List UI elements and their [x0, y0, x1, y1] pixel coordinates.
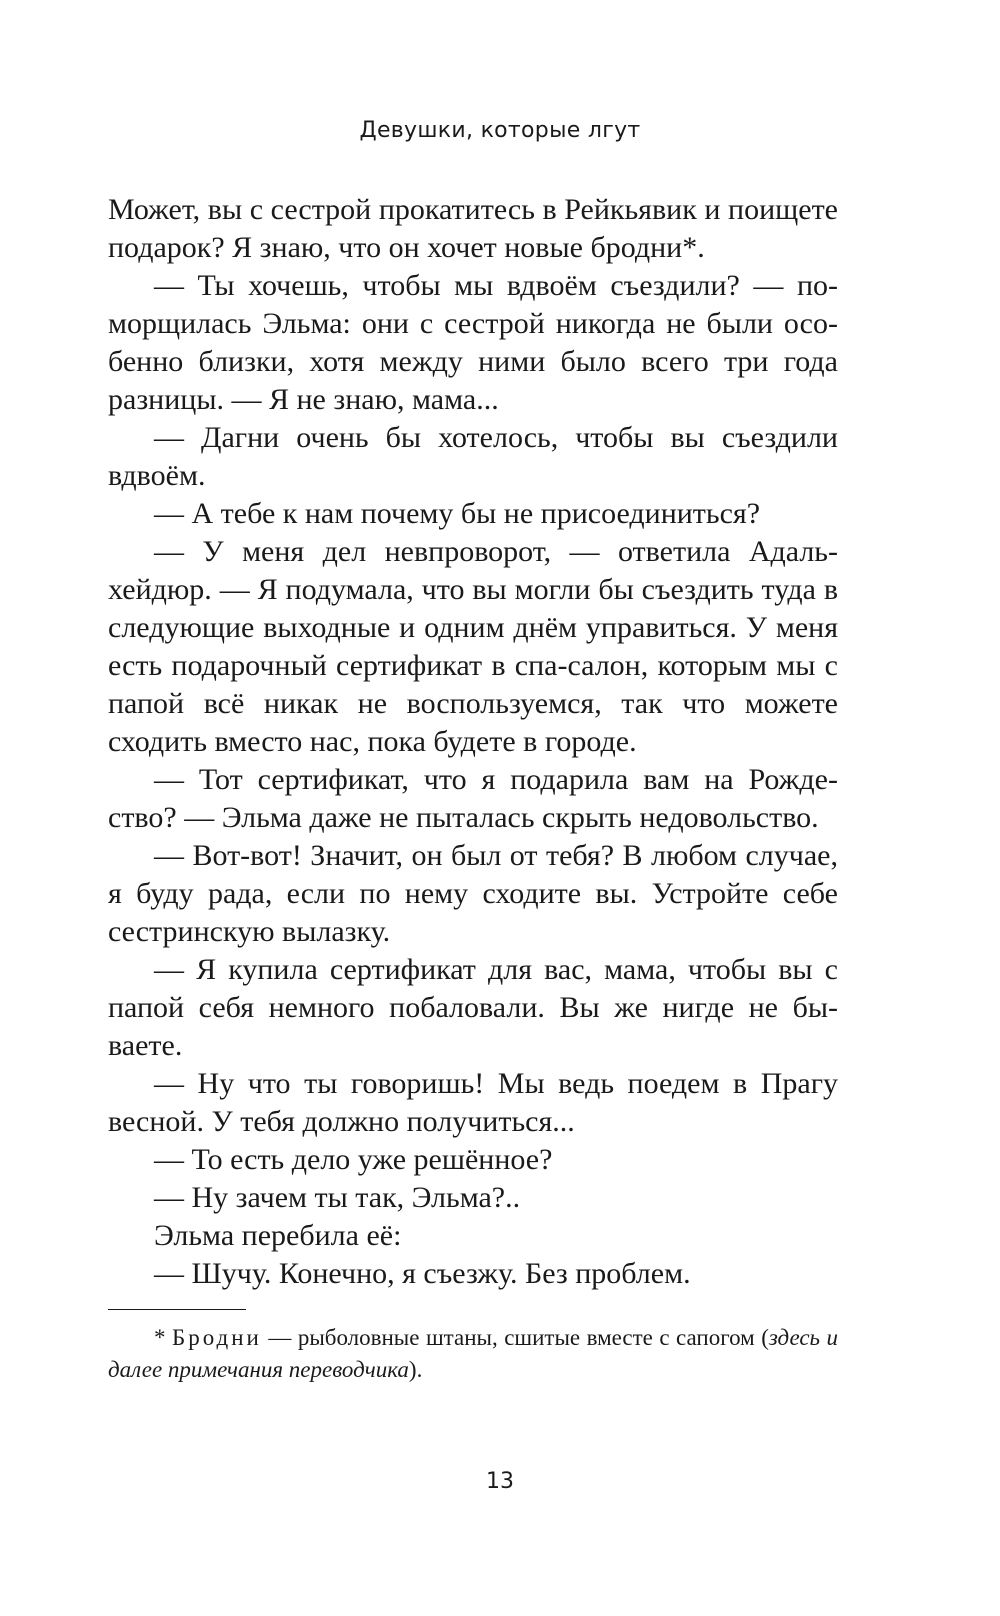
main-text [108, 191, 838, 1293]
paragraph: — Дагни очень бы хотелось, чтобы вы съездили вдвоём. [108, 421, 838, 492]
paragraph: Эльма перебила её: [154, 1219, 402, 1252]
paragraph: — Тот сертификат, что я подарила вам на Рождество? — Эльма даже не пыталась скрыть недовольство. [108, 763, 838, 834]
footnote-definition: — рыболовные штаны, сшитые вместе с сапогом ( [261, 1325, 769, 1350]
footnote-italic-note: здесь и далее примечания переводчика [108, 1325, 839, 1382]
page-number: 13 [486, 1469, 514, 1494]
footnote-marker: * [154, 1325, 172, 1350]
paragraph: — У меня дел невпроворот, — ответила Адальхейдюр. — Я подумала, что вы могли бы съездить туда в следующие выходные и одним днём управиться. У меня есть подарочный сертификат в спа-салон, которым мы с папой всё никак не воспользуемся, так что можете сходить вместо нас, пока будете в городе. [108, 535, 838, 758]
paragraph: — Ну зачем ты так, Эльма?.. [154, 1181, 521, 1214]
paragraph: — Шучу. Конечно, я съезжу. Без проблем. [154, 1257, 691, 1290]
footnote [108, 1322, 838, 1386]
footnote-divider [108, 1309, 246, 1310]
footnote-text [108, 1322, 838, 1386]
paragraph: — Вот-вот! Значит, он был от тебя? В любом случае, я буду рада, если по нему сходите вы. Устройте себе сестринскую вылазку. [108, 839, 838, 948]
footnote-closing: ). [408, 1357, 423, 1382]
paragraph: — Я купила сертификат для вас, мама, чтобы вы с папой себя немного побаловали. Вы же нигде не бываете. [108, 953, 838, 1062]
paragraph: Может, вы с сестрой прокатитесь в Рейкьявик и поищете подарок? Я знаю, что он хочет новые бродни*. [108, 193, 838, 264]
running-title: Девушки, которые лгут [359, 118, 641, 143]
footnote-term: Бродни [171, 1325, 262, 1350]
paragraph: — Ну что ты говоришь! Мы ведь поедем в Прагу весной. У тебя должно получиться... [108, 1067, 838, 1138]
paragraph: — То есть дело уже решённое? [154, 1143, 553, 1176]
paragraph: — А тебе к нам почему бы не присоединиться? [154, 497, 761, 530]
paragraph: — Ты хочешь, чтобы мы вдвоём съездили? — поморщилась Эльма: они с сестрой никогда не были особенно близки, хотя между ними было всего три года разницы. — Я не знаю, мама... [108, 269, 838, 416]
